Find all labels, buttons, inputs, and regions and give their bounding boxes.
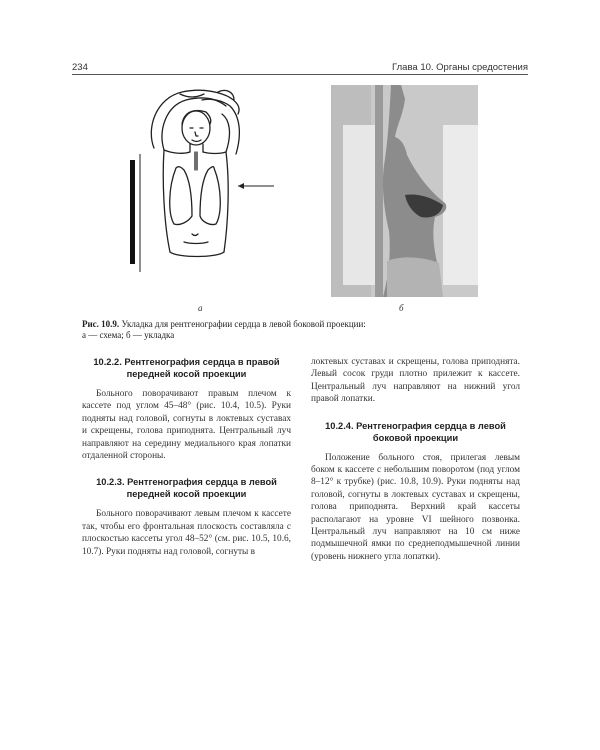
paragraph: Положение больного стоя, прилегая левым боком к кассете с небольшим поворотом (под углом 8–12° к трубке) (рис. 10.8, 10.9). Руки подняты над головой, согнуты в локтевых суставах и скрещены, голова приподнята. Верхний край кассеты располагают на уровне VI шейного позвонка. Центральный луч направляют на 10 см ниже подмышечной ямки по среднеподмышечной линии (уровень нижнего угла лопатки). [311, 452, 520, 562]
heading-line: передней косой проекции [126, 369, 247, 379]
schematic-drawing [118, 84, 278, 284]
caption-label: Рис. 10.9. [82, 319, 120, 329]
paragraph: Больного поворачивают левым плечом к кассете так, чтобы его фронтальная плоскость составляла с плоскостью кассеты угол 48–52° (см. рис. 10.5, 10.6, 10.7). Руки подняты над головой, согнуты в [82, 509, 291, 557]
figure-caption [82, 319, 522, 341]
caption-text: Укладка для рентгенографии сердца в левой боковой проекции: [119, 319, 366, 329]
heading-line: боковой проекции [372, 432, 459, 443]
section-heading [82, 476, 291, 500]
paragraph-continued: локтевых суставах и скрещены, голова приподнята. Левый сосок груди плотно прилежит к кассете. Центральный луч направляют на нижний угол правой лопатки. [311, 357, 520, 405]
heading-line: 10.2.2. Рентгенография сердца в правой [93, 357, 280, 367]
page-number: 234 [72, 62, 88, 73]
left-column [82, 356, 291, 558]
subfigure-label-b: б [399, 303, 404, 313]
section-heading [311, 420, 520, 444]
chapter-title: Глава 10. Органы средостения [392, 62, 528, 73]
heading-line: передней косой проекции [126, 489, 247, 500]
positioning-photo [331, 85, 478, 297]
right-column [311, 356, 520, 563]
subfigure-label-a: а [198, 303, 203, 313]
section-heading [82, 356, 291, 380]
paragraph: Больного поворачивают правым плечом к кассете под углом 45–48° (рис. 10.4, 10.5). Руки подняты над головой, согнуты в локтевых суставах и скрещены, голова приподнята. Центральный луч направляют на середину медиального края лопатки отдаленной стороны. [82, 389, 291, 462]
heading-line: 10.2.3. Рентгенография сердца в левой [96, 477, 277, 488]
caption-legend: а — схема; б — укладка [82, 330, 175, 340]
header-rule [72, 74, 528, 75]
heading-line: 10.2.4. Рентгенография сердца в левой [325, 420, 506, 431]
